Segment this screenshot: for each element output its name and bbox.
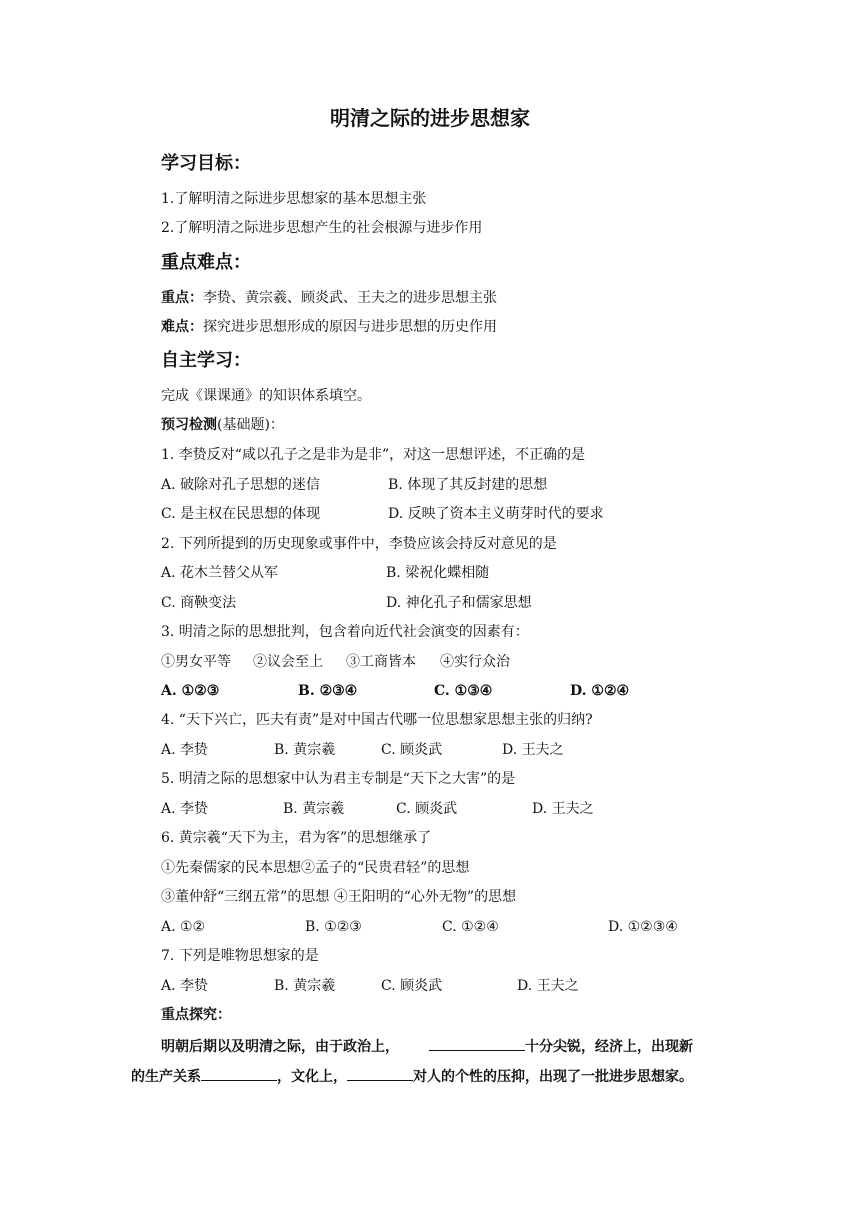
option-c: C. 顾炎武 <box>381 742 443 758</box>
explore-heading: 重点探究： <box>161 1007 231 1023</box>
option-b: B. 黄宗羲 <box>274 978 336 994</box>
option-d: D. 神化孔子和儒家思想 <box>386 595 532 611</box>
difficulty-line <box>161 318 497 336</box>
option-a: A. ①②③ <box>161 683 220 699</box>
explore-text: 明朝后期以及明清之际，由于政治上， <box>161 1039 399 1055</box>
question-stem: 6. 黄宗羲“天下为主，君为客”的思想继承了 <box>161 830 432 846</box>
explore-text: 十分尖锐，经济上，出现新 <box>525 1039 693 1055</box>
question-stem: 3. 明清之际的思想批判，包含着向近代社会演变的因素有： <box>161 624 529 640</box>
option-a: A. 花木兰替父从军 <box>161 565 279 581</box>
explore-text: ，文化上， <box>277 1069 347 1085</box>
option-c: C. 商鞅变法 <box>161 595 237 611</box>
question-stem: 1. 李贽反对“咸以孔子之是非为是非”，对这一思想评述，不正确的是 <box>161 447 586 463</box>
option-d: D. 反映了资本主义萌芽时代的要求 <box>388 506 604 522</box>
focus-line <box>161 289 497 307</box>
choice-item: ④实行众治 <box>440 654 510 670</box>
choice-item: ③工商皆本 <box>346 654 416 670</box>
self-study-intro: 完成《课课通》的知识体系填空。 <box>161 388 371 404</box>
option-d: D. 王夫之 <box>502 742 564 758</box>
objective-item: 2.了解明清之际进步思想产生的社会根源与进步作用 <box>161 220 483 236</box>
focus-label: 重点： <box>161 290 203 306</box>
question-stem: 4. “天下兴亡，匹夫有责”是对中国古代哪一位思想家思想主张的归纳? <box>161 712 593 728</box>
preview-suffix: (基础题)： <box>217 417 284 433</box>
self-study-heading: 自主学习： <box>161 350 251 371</box>
option-b: B. 黄宗羲 <box>274 742 336 758</box>
option-a: A. 李贽 <box>161 742 209 758</box>
option-c: C. 顾炎武 <box>381 978 443 994</box>
option-b: B. 体现了其反封建的思想 <box>388 477 548 493</box>
option-d: D. ①②③④ <box>608 919 678 935</box>
page-title: 明清之际的进步思想家 <box>330 106 530 130</box>
preview-line <box>161 416 284 434</box>
option-c: C. 顾炎武 <box>396 801 458 817</box>
difficulty-label: 难点： <box>161 319 203 335</box>
choice-line: ③董仲舒“三纲五常”的思想 ④王阳明的“心外无物”的思想 <box>161 889 517 905</box>
option-c: C. 是主权在民思想的体现 <box>161 506 321 522</box>
difficulty-text: 探究进步思想形成的原因与进步思想的历史作用 <box>203 319 497 335</box>
objectives-heading: 学习目标： <box>161 153 251 174</box>
option-b: B. 黄宗羲 <box>283 801 345 817</box>
objective-item: 1.了解明清之际进步思想家的基本思想主张 <box>161 191 427 207</box>
question-stem: 5. 明清之际的思想家中认为君主专制是“天下之大害”的是 <box>161 771 516 787</box>
option-a: A. 破除对孔子思想的迷信 <box>161 477 321 493</box>
option-b: B. ②③④ <box>298 683 358 699</box>
keypoints-heading: 重点难点： <box>161 252 251 273</box>
option-b: B. 梁祝化蝶相随 <box>386 565 490 581</box>
choice-line: ①先秦儒家的民本思想②孟子的“民贵君轻”的思想 <box>161 860 470 876</box>
fill-blank[interactable] <box>201 1066 277 1081</box>
question-stem: 7. 下列是唯物思想家的是 <box>161 948 319 964</box>
option-d: D. ①②④ <box>570 683 630 699</box>
fill-blank[interactable] <box>347 1066 413 1081</box>
explore-line-1 <box>161 1036 693 1056</box>
explore-text: 的生产关系 <box>131 1069 201 1085</box>
option-a: A. 李贽 <box>161 801 209 817</box>
choice-item: ①男女平等 <box>161 654 231 670</box>
question-stem: 2. 下列所提到的历史现象或事件中，李贽应该会持反对意见的是 <box>161 536 557 552</box>
option-b: B. ①②③ <box>305 919 362 935</box>
focus-text: 李贽、黄宗羲、顾炎武、王夫之的进步思想主张 <box>203 290 497 306</box>
option-c: C. ①②④ <box>442 919 499 935</box>
explore-line-2 <box>131 1066 693 1086</box>
option-c: C. ①③④ <box>434 683 493 699</box>
fill-blank[interactable] <box>429 1036 525 1051</box>
option-d: D. 王夫之 <box>517 978 579 994</box>
preview-label: 预习检测 <box>161 417 217 433</box>
option-a: A. ①② <box>161 919 206 935</box>
explore-text: 对人的个性的压抑，出现了一批进步思想家。 <box>413 1069 693 1085</box>
option-d: D. 王夫之 <box>532 801 594 817</box>
choice-item: ②议会至上 <box>253 654 323 670</box>
option-a: A. 李贽 <box>161 978 209 994</box>
